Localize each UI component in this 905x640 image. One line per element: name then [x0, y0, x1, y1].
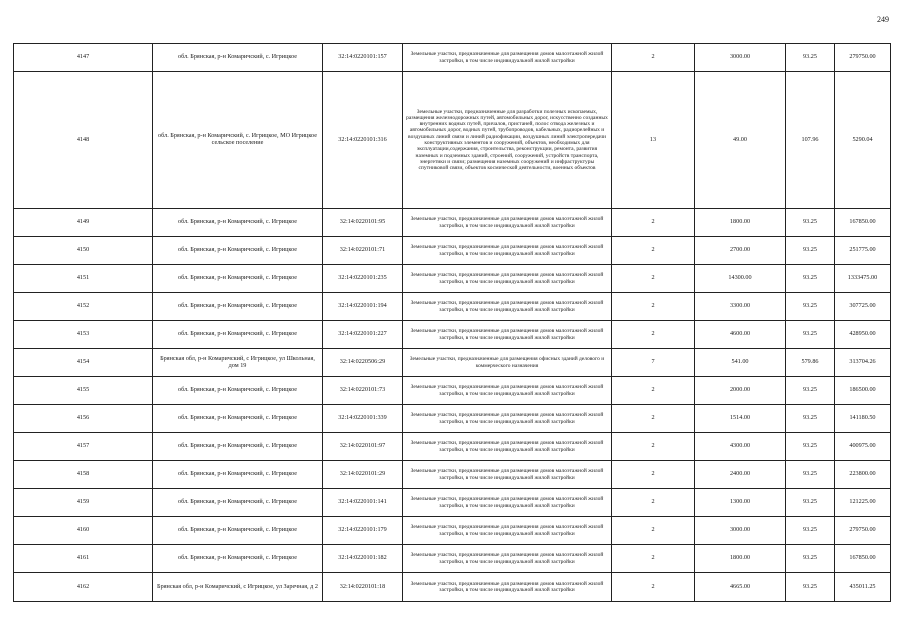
- address-cell: обл. Брянская, р-н Комаричский, с. Игрицкое: [153, 321, 323, 349]
- cadastral-value-cell: 428950.00: [835, 321, 891, 349]
- cadastral-number-cell: 32:14:0220101:29: [323, 461, 403, 489]
- table-row: [14, 293, 891, 321]
- table-row: [14, 545, 891, 573]
- cadastral-number-cell: 32:14:0220101:316: [323, 72, 403, 209]
- cadastral-number-cell: 32:14:0220101:179: [323, 517, 403, 545]
- address-cell: обл. Брянская, р-н Комаричский, с. Игрицкое: [153, 293, 323, 321]
- row-number: 4147: [14, 44, 153, 72]
- area-cell: 14300.00: [695, 265, 786, 293]
- specific-value-cell: 93.25: [786, 433, 835, 461]
- specific-value-cell: 93.25: [786, 517, 835, 545]
- area-cell: 3300.00: [695, 293, 786, 321]
- area-cell: 1514.00: [695, 405, 786, 433]
- use-code-cell: 13: [612, 72, 695, 209]
- land-use-cell: Земельные участки, предназначенные для размещения домов малоэтажной жилой застройки, в том числе индивидуальной жилой застройки: [403, 293, 612, 321]
- table-row: [14, 265, 891, 293]
- table-row: [14, 72, 891, 209]
- row-number: 4155: [14, 377, 153, 405]
- land-use-cell: Земельные участки, предназначенные для размещения домов малоэтажной жилой застройки, в том числе индивидуальной жилой застройки: [403, 461, 612, 489]
- address-cell: обл. Брянская, р-н Комаричский, с. Игрицкое: [153, 461, 323, 489]
- table-row: [14, 489, 891, 517]
- address-cell: обл. Брянская, р-н Комаричский, с. Игрицкое: [153, 517, 323, 545]
- table-row: [14, 237, 891, 265]
- area-cell: 1800.00: [695, 209, 786, 237]
- use-code-cell: 2: [612, 545, 695, 573]
- row-number: 4158: [14, 461, 153, 489]
- table-row: [14, 209, 891, 237]
- row-number: 4159: [14, 489, 153, 517]
- table-row: [14, 461, 891, 489]
- specific-value-cell: 579.86: [786, 349, 835, 377]
- table-row: [14, 349, 891, 377]
- area-cell: 1300.00: [695, 489, 786, 517]
- table-row: [14, 573, 891, 602]
- land-use-cell: Земельные участки, предназначенные для размещения домов малоэтажной жилой застройки, в том числе индивидуальной жилой застройки: [403, 489, 612, 517]
- cadastral-value-cell: 167850.00: [835, 209, 891, 237]
- land-use-cell: Земельные участки, предназначенные для размещения домов малоэтажной жилой застройки, в том числе индивидуальной жилой застройки: [403, 517, 612, 545]
- area-cell: 3000.00: [695, 44, 786, 72]
- table-row: [14, 377, 891, 405]
- cadastral-number-cell: 32:14:0220101:227: [323, 321, 403, 349]
- table-row: [14, 405, 891, 433]
- cadastral-number-cell: 32:14:0220101:235: [323, 265, 403, 293]
- use-code-cell: 2: [612, 237, 695, 265]
- cadastral-number-cell: 32:14:0220101:339: [323, 405, 403, 433]
- cadastral-number-cell: 32:14:0220101:194: [323, 293, 403, 321]
- area-cell: 49.00: [695, 72, 786, 209]
- land-use-cell: Земельные участки, предназначенные для размещения домов малоэтажной жилой застройки, в том числе индивидуальной жилой застройки: [403, 545, 612, 573]
- cadastral-value-cell: 186500.00: [835, 377, 891, 405]
- address-cell: обл. Брянская, р-н Комаричский, с. Игрицкое: [153, 209, 323, 237]
- page-number: 249: [877, 15, 889, 24]
- cadastral-value-cell: 279750.00: [835, 44, 891, 72]
- area-cell: 1800.00: [695, 545, 786, 573]
- address-cell: обл. Брянская, р-н Комаричский, с. Игрицкое: [153, 489, 323, 517]
- address-cell: обл. Брянская, р-н Комаричский, с. Игрицкое: [153, 237, 323, 265]
- specific-value-cell: 93.25: [786, 489, 835, 517]
- cadastral-number-cell: 32:14:0220101:95: [323, 209, 403, 237]
- use-code-cell: 2: [612, 321, 695, 349]
- row-number: 4162: [14, 573, 153, 602]
- cadastral-value-cell: 279750.00: [835, 517, 891, 545]
- use-code-cell: 2: [612, 573, 695, 602]
- land-use-cell: Земельные участки, предназначенные для размещения домов малоэтажной жилой застройки, в том числе индивидуальной жилой застройки: [403, 265, 612, 293]
- land-use-cell: Земельные участки, предназначенные для размещения домов малоэтажной жилой застройки, в том числе индивидуальной жилой застройки: [403, 237, 612, 265]
- use-code-cell: 2: [612, 265, 695, 293]
- cadastral-value-cell: 121225.00: [835, 489, 891, 517]
- cadastral-value-cell: 307725.00: [835, 293, 891, 321]
- specific-value-cell: 93.25: [786, 209, 835, 237]
- table-row: [14, 44, 891, 72]
- specific-value-cell: 93.25: [786, 293, 835, 321]
- specific-value-cell: 93.25: [786, 321, 835, 349]
- area-cell: 4665.00: [695, 573, 786, 602]
- area-cell: 4600.00: [695, 321, 786, 349]
- table-row: [14, 321, 891, 349]
- use-code-cell: 2: [612, 377, 695, 405]
- cadastral-value-cell: 5290.04: [835, 72, 891, 209]
- area-cell: 2400.00: [695, 461, 786, 489]
- use-code-cell: 2: [612, 517, 695, 545]
- cadastral-value-cell: 167850.00: [835, 545, 891, 573]
- area-cell: 541.00: [695, 349, 786, 377]
- row-number: 4151: [14, 265, 153, 293]
- table-row: [14, 433, 891, 461]
- cadastral-value-cell: 223800.00: [835, 461, 891, 489]
- table-body: [14, 44, 891, 602]
- cadastral-number-cell: 32:14:0220101:18: [323, 573, 403, 602]
- use-code-cell: 2: [612, 44, 695, 72]
- cadastral-value-cell: 313704.26: [835, 349, 891, 377]
- land-use-cell: Земельные участки, предназначенные для размещения офисных зданий делового и коммерческого назначения: [403, 349, 612, 377]
- use-code-cell: 7: [612, 349, 695, 377]
- area-cell: 4300.00: [695, 433, 786, 461]
- specific-value-cell: 93.25: [786, 573, 835, 602]
- cadastral-value-cell: 1333475.00: [835, 265, 891, 293]
- land-use-cell: Земельные участки, предназначенные для размещения домов малоэтажной жилой застройки, в том числе индивидуальной жилой застройки: [403, 433, 612, 461]
- row-number: 4156: [14, 405, 153, 433]
- specific-value-cell: 93.25: [786, 405, 835, 433]
- area-cell: 2700.00: [695, 237, 786, 265]
- use-code-cell: 2: [612, 405, 695, 433]
- address-cell: Брянская обл, р-н Комаричский, с Игрицкое, ул Заречная, д 2: [153, 573, 323, 602]
- address-cell: Брянская обл, р-н Комаричский, с Игрицкое, ул Школьная, дом 19: [153, 349, 323, 377]
- row-number: 4160: [14, 517, 153, 545]
- row-number: 4153: [14, 321, 153, 349]
- cadastral-value-cell: 400975.00: [835, 433, 891, 461]
- address-cell: обл. Брянская, р-н Комаричский, с. Игрицкое: [153, 433, 323, 461]
- land-use-cell: Земельные участки, предназначенные для размещения домов малоэтажной жилой застройки, в том числе индивидуальной жилой застройки: [403, 321, 612, 349]
- row-number: 4154: [14, 349, 153, 377]
- cadastral-value-cell: 435011.25: [835, 573, 891, 602]
- specific-value-cell: 93.25: [786, 545, 835, 573]
- specific-value-cell: 93.25: [786, 265, 835, 293]
- land-use-cell: Земельные участки, предназначенные для размещения домов малоэтажной жилой застройки, в том числе индивидуальной жилой застройки: [403, 573, 612, 602]
- area-cell: 2000.00: [695, 377, 786, 405]
- cadastral-number-cell: 32:14:0220101:71: [323, 237, 403, 265]
- use-code-cell: 2: [612, 293, 695, 321]
- address-cell: обл. Брянская, р-н Комаричский, с. Игрицкое: [153, 44, 323, 72]
- specific-value-cell: 107.96: [786, 72, 835, 209]
- row-number: 4149: [14, 209, 153, 237]
- cadastral-value-cell: 141180.50: [835, 405, 891, 433]
- address-cell: обл. Брянская, р-н Комаричский, с. Игрицкое: [153, 377, 323, 405]
- address-cell: обл. Брянская, р-н Комаричский, с. Игрицкое: [153, 405, 323, 433]
- table-row: [14, 517, 891, 545]
- use-code-cell: 2: [612, 461, 695, 489]
- use-code-cell: 2: [612, 209, 695, 237]
- specific-value-cell: 93.25: [786, 44, 835, 72]
- land-use-cell: Земельные участки, предназначенные для размещения домов малоэтажной жилой застройки, в том числе индивидуальной жилой застройки: [403, 405, 612, 433]
- use-code-cell: 2: [612, 433, 695, 461]
- row-number: 4148: [14, 72, 153, 209]
- cadastral-number-cell: 32:14:0220101:73: [323, 377, 403, 405]
- area-cell: 3000.00: [695, 517, 786, 545]
- cadastral-number-cell: 32:14:0220101:97: [323, 433, 403, 461]
- address-cell: обл. Брянская, р-н Комаричский, с. Игрицкое: [153, 265, 323, 293]
- cadastral-value-cell: 251775.00: [835, 237, 891, 265]
- cadastral-number-cell: 32:14:0220101:157: [323, 44, 403, 72]
- specific-value-cell: 93.25: [786, 237, 835, 265]
- cadastral-number-cell: 32:14:0220506:29: [323, 349, 403, 377]
- row-number: 4157: [14, 433, 153, 461]
- cadastral-number-cell: 32:14:0220101:182: [323, 545, 403, 573]
- row-number: 4161: [14, 545, 153, 573]
- address-cell: обл. Брянская, р-н Комаричский, с. Игрицкое, МО Игрицкое сельское поселение: [153, 72, 323, 209]
- land-use-cell: Земельные участки, предназначенные для размещения домов малоэтажной жилой застройки, в том числе индивидуальной жилой застройки: [403, 209, 612, 237]
- land-use-cell: Земельные участки, предназначенные для разработки полезных ископаемых, размещения железнодорожных путей, автомобильных дорог, искусственно созданных внутренних водных путей, причалов, пристаней, полос отвода железных и автомобильных дорог, водных путей, трубопроводов, кабельных, радиорелейных и воздушных линий связи и линий радиофикации, воздушных линий электропередачи конструктивных элементов и сооружений, объектов, необходимых для эксплуатации,содержания, строительства, реконструкции, ремонта, развития наземных и подземных зданий, строений, сооружений, устройств транспорта, энергетики и связи; размещения наземных сооружений и инфраструктуры спутниковой связи, объектов космической деятельности, военных объектов: [403, 72, 612, 209]
- cadastral-number-cell: 32:14:0220101:141: [323, 489, 403, 517]
- cadastral-value-table: [13, 43, 891, 602]
- row-number: 4150: [14, 237, 153, 265]
- land-use-cell: Земельные участки, предназначенные для размещения домов малоэтажной жилой застройки, в том числе индивидуальной жилой застройки: [403, 44, 612, 72]
- use-code-cell: 2: [612, 489, 695, 517]
- land-use-cell: Земельные участки, предназначенные для размещения домов малоэтажной жилой застройки, в том числе индивидуальной жилой застройки: [403, 377, 612, 405]
- address-cell: обл. Брянская, р-н Комаричский, с. Игрицкое: [153, 545, 323, 573]
- row-number: 4152: [14, 293, 153, 321]
- specific-value-cell: 93.25: [786, 461, 835, 489]
- specific-value-cell: 93.25: [786, 377, 835, 405]
